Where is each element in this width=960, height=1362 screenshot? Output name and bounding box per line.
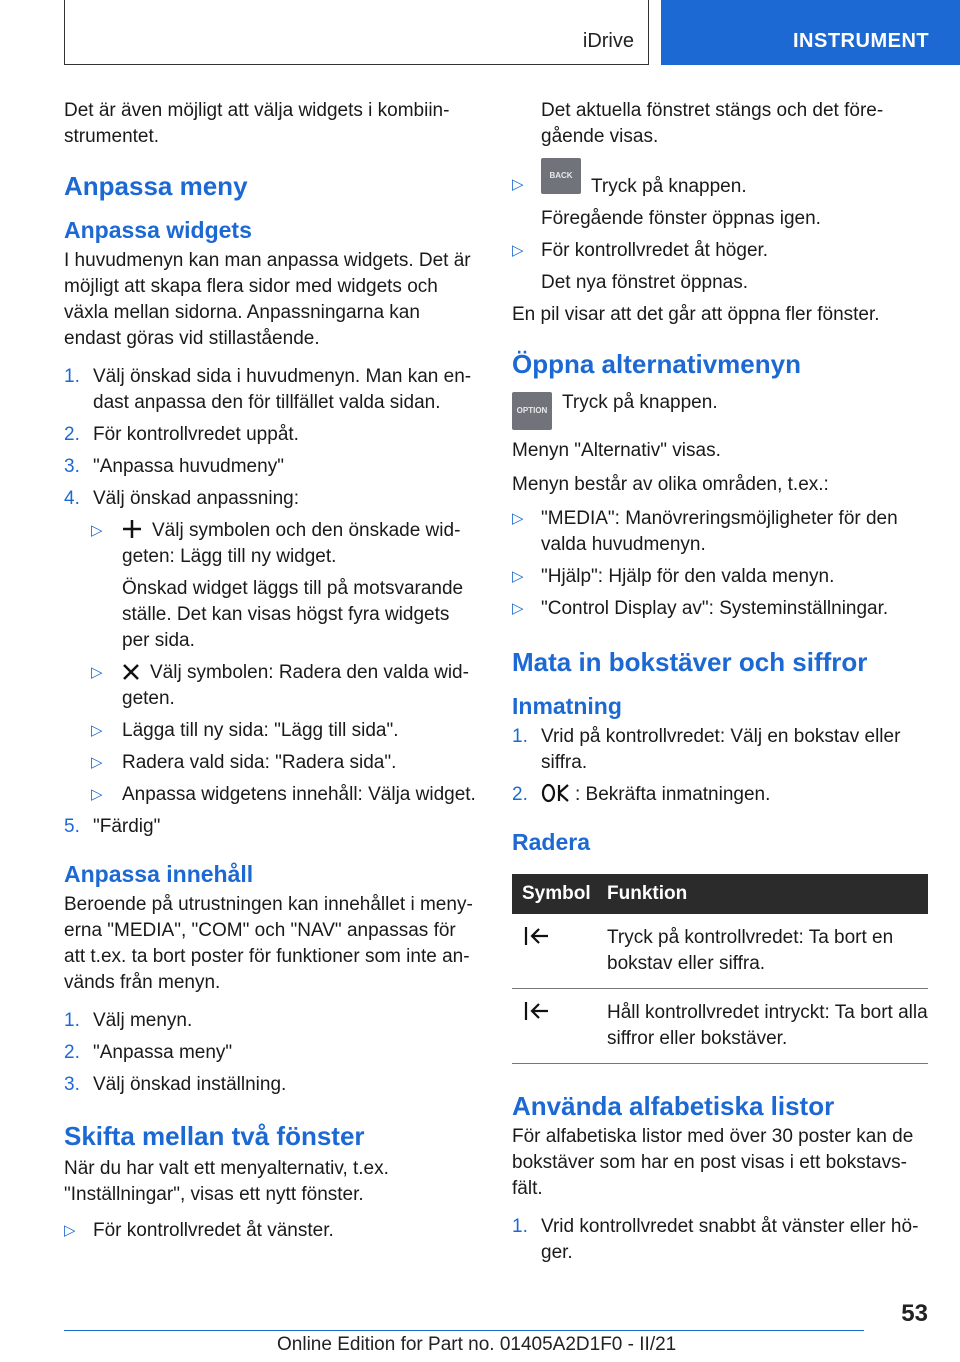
bullet-delete-widget: ▷ Välj symbolen: Radera den valda widgeten.	[91, 662, 469, 709]
header-section-label: iDrive	[582, 30, 634, 52]
triangle-bullet-icon: ▷	[64, 1222, 76, 1239]
step-item: 3. Välj önskad inställning.	[64, 1074, 287, 1095]
alt-consists-text: Menyn består av olika områden, t.ex.:	[512, 474, 829, 495]
alt-bullet: ▷ "MEDIA": Manövreringsmöjligheter för den valda huvudmenyn.	[512, 508, 898, 555]
header-tab-idrive	[64, 0, 649, 65]
header-chapter-label: INSTRUMENT	[793, 30, 930, 52]
skifta-text: När du har valt ett menyalternativ, t.ex. "Inställningar", visas ett nytt fönster.	[64, 1158, 389, 1205]
alt-shown-text: Menyn "Alternativ" visas.	[512, 440, 721, 461]
alt-bullet: ▷ "Hjälp": Hjälp för den valda menyn.	[512, 564, 928, 590]
intro-text: Det är även möjligt att välja widgets i kombiinstrumentet.	[64, 100, 450, 147]
triangle-bullet-icon: ▷	[512, 568, 524, 585]
right-column	[512, 98, 928, 1272]
delete-character-icon	[522, 925, 550, 947]
page-number: 53	[901, 1300, 928, 1327]
triangle-bullet-icon: ▷	[512, 242, 524, 259]
step-item: 5. "Färdig"	[64, 816, 161, 837]
right-result: Det nya fönstret öppnas.	[541, 272, 749, 293]
option-button-row: OPTION Tryck på knappen.	[512, 390, 928, 430]
add-widget-result: Önskad widget läggs till på motsvarande ställe. Det kan visas högst fyra widgets per sida.	[122, 578, 464, 651]
arrow-text: En pil visar att det går att öppna fler fönster.	[512, 304, 880, 325]
radera-table	[512, 874, 928, 1064]
bullet-turn-left: ▷ För kontrollvredet åt vänster.	[64, 1218, 479, 1244]
delete-all-icon	[522, 1000, 550, 1022]
alt-bullet: ▷ "Control Display av": Systeminställningar.	[512, 596, 928, 622]
close-icon	[122, 663, 140, 681]
heading-inmatning: Inmatning	[512, 693, 622, 719]
plus-icon	[122, 519, 142, 539]
triangle-bullet-icon: ▷	[91, 522, 103, 539]
heading-radera: Radera	[512, 829, 590, 855]
alfa-step: 1. Vrid kontrollvredet snabbt åt vänster eller höger.	[512, 1216, 919, 1263]
heading-anpassa-meny: Anpassa meny	[64, 171, 248, 201]
triangle-bullet-icon: ▷	[512, 600, 524, 617]
inmatning-step: 1. Vrid på kontrollvredet: Välj en bokstav eller siffra.	[512, 726, 901, 773]
widgets-text: I huvudmenyn kan man anpassa widgets. Det är möjligt att skapa flera sidor med widgets och växla mellan sidorna. Anpassningarna kan endast göras vid stillastående.	[64, 250, 471, 349]
heading-alfabetiska: Använda alfabetiska listor	[512, 1091, 835, 1121]
heading-alternativmenyn: Öppna alternativmenyn	[512, 349, 801, 379]
heading-anpassa-innehall: Anpassa innehåll	[64, 861, 254, 887]
bullet-add-page: ▷ Lägga till ny sida: "Lägg till sida".	[64, 718, 479, 744]
bullet-turn-right: ▷ För kontrollvredet åt höger.	[512, 238, 928, 264]
bullet-back-button: ▷ BACKTryck på knappen.	[512, 160, 928, 200]
step-item: 2. För kontrollvredet uppåt.	[64, 424, 299, 445]
edition-text: Online Edition for Part no. 01405A2D1F0 - II/21	[277, 1334, 677, 1355]
step-item: 4. Välj önskad anpassning:	[64, 488, 299, 509]
ok-icon	[541, 783, 571, 803]
triangle-bullet-icon: ▷	[512, 510, 524, 527]
triangle-bullet-icon: ▷	[91, 722, 103, 739]
col-function-header: Funktion	[597, 874, 928, 914]
bullet-delete-page: ▷ Radera vald sida: "Radera sida".	[64, 750, 479, 776]
bullet-add-widget: ▷ Välj symbolen och den önskade widgeten: Lägg till ny widget.	[91, 520, 461, 567]
col-symbol-header: Symbol	[512, 874, 597, 914]
step-item: 3. "Anpassa huvudmeny"	[64, 456, 284, 477]
heading-anpassa-widgets: Anpassa widgets	[64, 217, 252, 243]
table-row: Håll kontrollvredet intryckt: Ta bort alla siffror eller bokstäver.	[512, 989, 928, 1064]
back-result: Föregående fönster öppnas igen.	[541, 208, 821, 229]
footer-divider	[64, 1330, 864, 1331]
skifta-result: Det aktuella fönstret stängs och det föregående visas.	[541, 100, 884, 147]
innehall-text: Beroende på utrustningen kan innehållet i menyerna "MEDIA", "COM" och "NAV" anpassas för att t.ex. ta bort poster för funktioner som inte används från menyn.	[64, 894, 473, 993]
alfa-text: För alfabetiska listor med över 30 poster kan de bokstäver som har en post visas i ett bokstavsfält.	[512, 1126, 914, 1199]
option-button-icon: OPTION	[512, 392, 552, 430]
triangle-bullet-icon: ▷	[91, 664, 103, 681]
triangle-bullet-icon: ▷	[512, 176, 524, 193]
triangle-bullet-icon: ▷	[91, 786, 103, 803]
header-tab-instrument	[661, 0, 960, 65]
heading-mata-in: Mata in bokstäver och siffror	[512, 647, 868, 677]
back-button-icon: BACK	[541, 158, 581, 194]
heading-skifta: Skifta mellan två fönster	[64, 1121, 365, 1151]
table-row: Tryck på kontrollvredet: Ta bort en bokstav eller siffra.	[512, 914, 928, 989]
step-item: 1. Välj önskad sida i huvudmenyn. Man kan endast anpassa den för tillfället valda sidan.	[64, 366, 472, 413]
inmatning-step: 2. : Bekräfta inmatningen.	[512, 784, 771, 805]
step-item: 1. Välj menyn.	[64, 1010, 193, 1031]
left-column	[64, 98, 479, 1250]
step-item: 2. "Anpassa meny"	[64, 1042, 233, 1063]
triangle-bullet-icon: ▷	[91, 754, 103, 771]
bullet-widget-content: ▷ Anpassa widgetens innehåll: Välja widget.	[64, 782, 479, 808]
